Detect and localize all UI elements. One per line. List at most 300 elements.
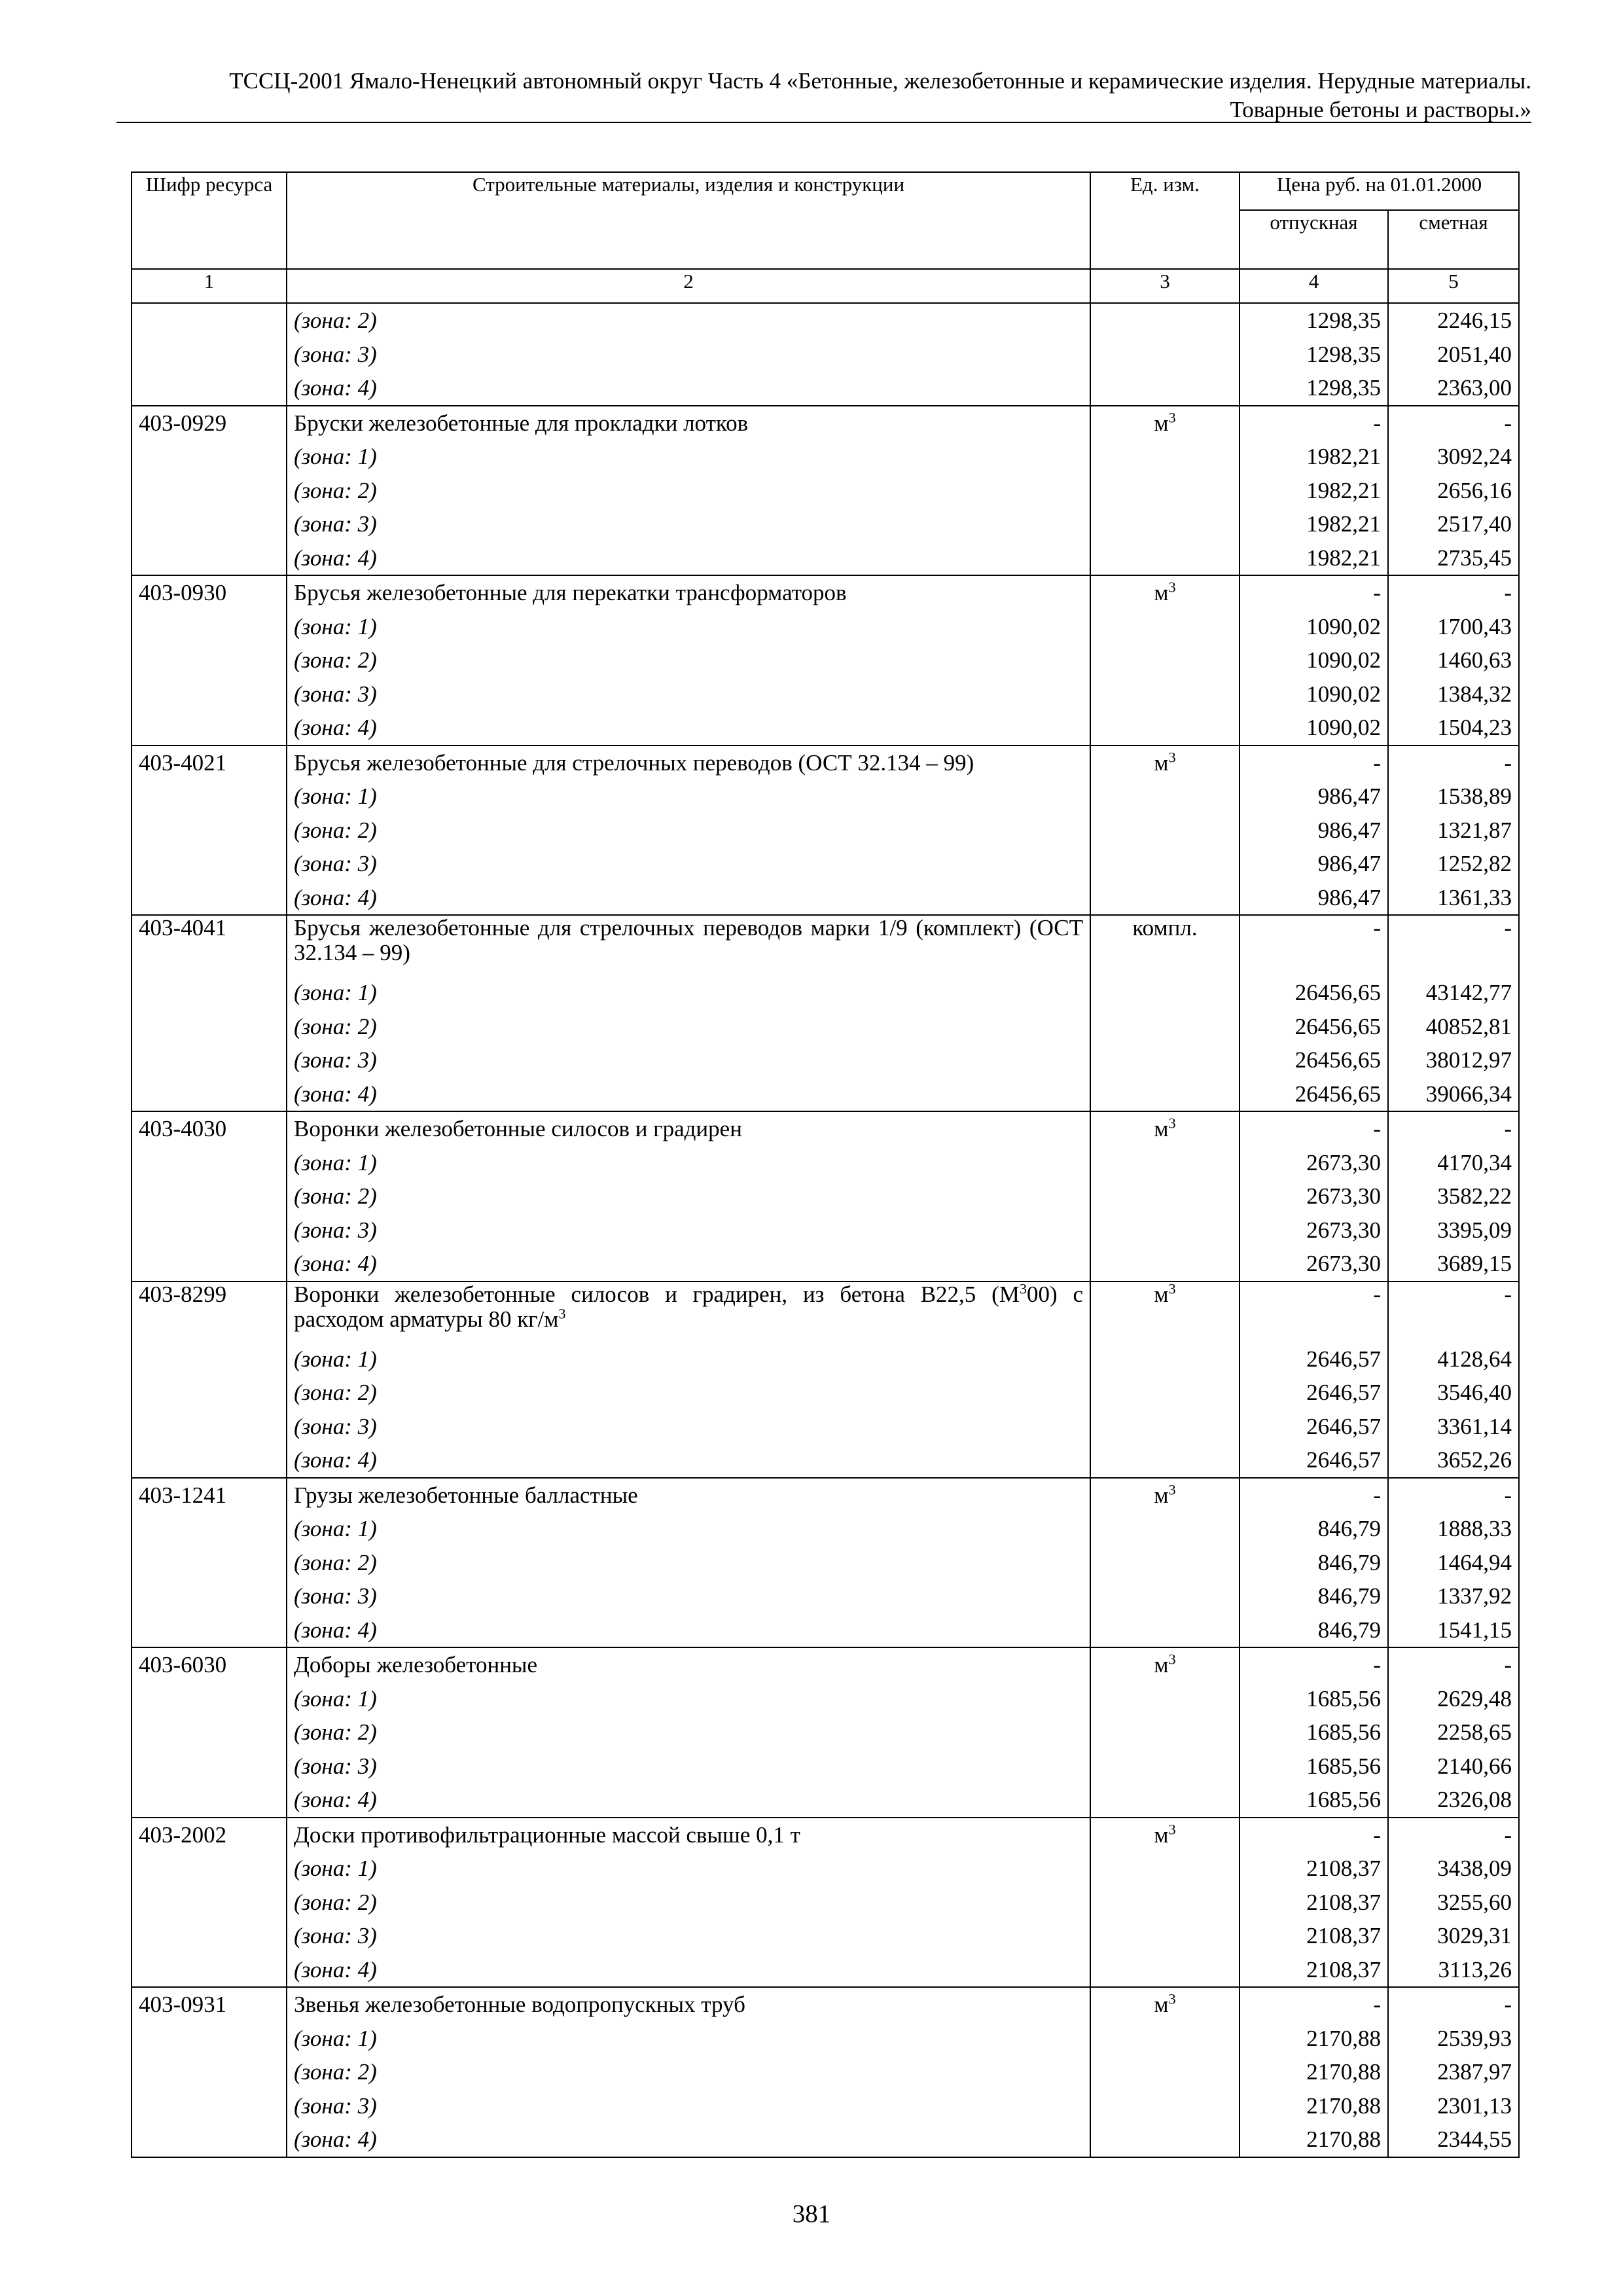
- cell-code: [132, 1512, 287, 1546]
- table-row-zone: [132, 1077, 1519, 1112]
- cell-estimate-price: 2629,48: [1388, 1682, 1519, 1716]
- cell-name: Воронки железобетонные силосов и градирен: [287, 1111, 1090, 1146]
- cell-zone: (зона: 4): [287, 1443, 1090, 1478]
- table-row-zone: [132, 1579, 1519, 1613]
- table-row-zone: [132, 780, 1519, 814]
- cell-code: [132, 1376, 287, 1410]
- cell-code: 403-4030: [132, 1111, 287, 1146]
- cell-unit: [1090, 507, 1240, 541]
- cell-release-price: -: [1240, 406, 1388, 440]
- cell-unit: [1090, 1512, 1240, 1546]
- cell-release-price: 986,47: [1240, 847, 1388, 881]
- cell-unit: [1090, 1715, 1240, 1749]
- cell-unit: [1090, 1179, 1240, 1213]
- table-row-zone: [132, 1043, 1519, 1077]
- table-row-zone: [132, 1715, 1519, 1749]
- cell-code: [132, 1010, 287, 1044]
- column-number: 5: [1388, 269, 1519, 303]
- cell-unit: [1090, 1546, 1240, 1580]
- cell-estimate-price: 2344,55: [1388, 2123, 1519, 2157]
- cell-code: [132, 440, 287, 474]
- cell-release-price: 26456,65: [1240, 976, 1388, 1010]
- cell-release-price: 1298,35: [1240, 303, 1388, 338]
- cell-unit: $м^3$: [1090, 1478, 1240, 1513]
- cell-unit: [1090, 1010, 1240, 1044]
- cell-estimate-price: 43142,77: [1388, 976, 1519, 1010]
- cell-code: [132, 541, 287, 576]
- cell-estimate-price: 1337,92: [1388, 1579, 1519, 1613]
- table-row-zone: [132, 1749, 1519, 1784]
- cell-unit: [1090, 2022, 1240, 2056]
- cell-release-price: -: [1240, 1647, 1388, 1682]
- cell-estimate-price: 3092,24: [1388, 440, 1519, 474]
- cell-zone: (зона: 4): [287, 541, 1090, 576]
- cell-unit: $м^3$: [1090, 1987, 1240, 2022]
- cell-unit: [1090, 1783, 1240, 1818]
- column-number: 3: [1090, 269, 1240, 303]
- table-row-zone: [132, 1512, 1519, 1546]
- cell-unit: [1090, 711, 1240, 745]
- table-row-zone: [132, 2089, 1519, 2123]
- cell-name: Доски противофильтрационные массой свыше 0,1 т: [287, 1818, 1090, 1852]
- cell-release-price: 986,47: [1240, 881, 1388, 916]
- cell-zone: (зона: 2): [287, 2055, 1090, 2089]
- cell-code: [132, 881, 287, 916]
- cell-estimate-price: 3255,60: [1388, 1886, 1519, 1920]
- cell-code: [132, 2055, 287, 2089]
- cell-code: 403-0931: [132, 1987, 287, 2022]
- cell-unit: [1090, 1682, 1240, 1716]
- table-row-zone: [132, 303, 1519, 338]
- cell-code: [132, 1146, 287, 1180]
- cell-unit: [1090, 541, 1240, 576]
- cell-name: Брусья железобетонные для стрелочных переводов (ОСТ 32.134 – 99): [287, 745, 1090, 780]
- table-body: [132, 303, 1519, 2157]
- cell-code: 403-0929: [132, 406, 287, 440]
- cell-release-price: 1685,56: [1240, 1682, 1388, 1716]
- cell-unit: [1090, 1376, 1240, 1410]
- cell-estimate-price: 3029,31: [1388, 1919, 1519, 1953]
- cell-release-price: 986,47: [1240, 814, 1388, 848]
- cell-estimate-price: 2258,65: [1388, 1715, 1519, 1749]
- cell-unit: [1090, 1613, 1240, 1648]
- column-header-name: Строительные материалы, изделия и конструкции: [287, 172, 1090, 269]
- cell-release-price: -: [1240, 1282, 1388, 1342]
- cell-code: 403-0930: [132, 575, 287, 610]
- table-row-zone: [132, 1247, 1519, 1282]
- cell-code: [132, 1443, 287, 1478]
- cell-estimate-price: -: [1388, 1111, 1519, 1146]
- header-rule: [116, 122, 1531, 123]
- table-row-zone: [132, 1213, 1519, 1247]
- cell-estimate-price: -: [1388, 1478, 1519, 1513]
- cell-release-price: 2170,88: [1240, 2123, 1388, 2157]
- cell-estimate-price: 39066,34: [1388, 1077, 1519, 1112]
- cell-zone: (зона: 4): [287, 1953, 1090, 1988]
- cell-release-price: 1982,21: [1240, 440, 1388, 474]
- cell-estimate-price: 1384,32: [1388, 677, 1519, 711]
- cell-estimate-price: 1464,94: [1388, 1546, 1519, 1580]
- cell-zone: (зона: 1): [287, 1852, 1090, 1886]
- cell-zone: (зона: 2): [287, 643, 1090, 677]
- cell-unit: [1090, 976, 1240, 1010]
- cell-release-price: 1685,56: [1240, 1749, 1388, 1784]
- cell-unit: [1090, 338, 1240, 372]
- table-row-zone: [132, 2055, 1519, 2089]
- cell-name: Брусья железобетонные для перекатки трансформаторов: [287, 575, 1090, 610]
- table-row-zone: [132, 610, 1519, 644]
- cell-zone: (зона: 4): [287, 1613, 1090, 1648]
- cell-unit: [1090, 780, 1240, 814]
- cell-estimate-price: -: [1388, 575, 1519, 610]
- cell-estimate-price: 1321,87: [1388, 814, 1519, 848]
- table-row-zone: [132, 847, 1519, 881]
- cell-unit: [1090, 814, 1240, 848]
- cell-release-price: 2646,57: [1240, 1443, 1388, 1478]
- cell-estimate-price: 1252,82: [1388, 847, 1519, 881]
- cell-code: [132, 610, 287, 644]
- cell-code: [132, 814, 287, 848]
- cell-unit: [1090, 1953, 1240, 1988]
- column-header-price: Цена руб. на 01.01.2000: [1240, 172, 1519, 210]
- cell-code: [132, 643, 287, 677]
- cell-estimate-price: 3113,26: [1388, 1953, 1519, 1988]
- cell-unit: [1090, 2055, 1240, 2089]
- table-row-zone: [132, 1886, 1519, 1920]
- table-row-zone: [132, 371, 1519, 406]
- cell-release-price: -: [1240, 1478, 1388, 1513]
- cell-release-price: 1982,21: [1240, 541, 1388, 576]
- cell-unit: [1090, 610, 1240, 644]
- cell-zone: (зона: 1): [287, 780, 1090, 814]
- table-row-resource: [132, 1818, 1519, 1852]
- cell-code: [132, 1247, 287, 1282]
- table-row-zone: [132, 2123, 1519, 2157]
- cell-unit: [1090, 1749, 1240, 1784]
- table-row-zone: [132, 976, 1519, 1010]
- cell-release-price: 1090,02: [1240, 610, 1388, 644]
- cell-unit: [1090, 2123, 1240, 2157]
- table-row-resource: [132, 1111, 1519, 1146]
- cell-unit: [1090, 1852, 1240, 1886]
- cell-unit: $м^3$: [1090, 1282, 1240, 1342]
- cell-estimate-price: -: [1388, 1282, 1519, 1342]
- cell-release-price: 2170,88: [1240, 2055, 1388, 2089]
- cell-zone: (зона: 4): [287, 371, 1090, 406]
- table-row-zone: [132, 1342, 1519, 1376]
- cell-zone: (зона: 2): [287, 1179, 1090, 1213]
- cell-release-price: 1298,35: [1240, 338, 1388, 372]
- cell-zone: (зона: 1): [287, 1342, 1090, 1376]
- cell-code: [132, 1579, 287, 1613]
- cell-zone: (зона: 2): [287, 474, 1090, 508]
- cell-code: 403-1241: [132, 1478, 287, 1513]
- cell-release-price: 846,79: [1240, 1613, 1388, 1648]
- cell-estimate-price: -: [1388, 1818, 1519, 1852]
- cell-release-price: 1685,56: [1240, 1783, 1388, 1818]
- table-row-resource: [132, 1647, 1519, 1682]
- cell-zone: (зона: 3): [287, 507, 1090, 541]
- table-row-zone: [132, 1783, 1519, 1818]
- cell-code: [132, 1410, 287, 1444]
- cell-code: [132, 371, 287, 406]
- cell-estimate-price: 1888,33: [1388, 1512, 1519, 1546]
- cell-release-price: 26456,65: [1240, 1077, 1388, 1112]
- cell-release-price: 2646,57: [1240, 1376, 1388, 1410]
- cell-estimate-price: 2539,93: [1388, 2022, 1519, 2056]
- cell-release-price: 846,79: [1240, 1512, 1388, 1546]
- cell-release-price: 2646,57: [1240, 1342, 1388, 1376]
- cell-estimate-price: 3689,15: [1388, 1247, 1519, 1282]
- column-number: 2: [287, 269, 1090, 303]
- table-header: [132, 172, 1519, 303]
- cell-release-price: 1982,21: [1240, 474, 1388, 508]
- cell-estimate-price: 3546,40: [1388, 1376, 1519, 1410]
- cell-zone: (зона: 3): [287, 1579, 1090, 1613]
- cell-unit: [1090, 1342, 1240, 1376]
- column-number: 1: [132, 269, 287, 303]
- table-row-zone: [132, 338, 1519, 372]
- cell-release-price: 846,79: [1240, 1546, 1388, 1580]
- cell-zone: (зона: 2): [287, 303, 1090, 338]
- cell-zone: (зона: 4): [287, 2123, 1090, 2157]
- cell-estimate-price: 2735,45: [1388, 541, 1519, 576]
- cell-zone: (зона: 3): [287, 677, 1090, 711]
- cell-code: [132, 1213, 287, 1247]
- price-table: [131, 171, 1520, 2158]
- cell-unit: [1090, 1043, 1240, 1077]
- table-row-zone: [132, 541, 1519, 576]
- cell-unit: $м^3$: [1090, 575, 1240, 610]
- cell-estimate-price: 4128,64: [1388, 1342, 1519, 1376]
- cell-release-price: 1982,21: [1240, 507, 1388, 541]
- cell-zone: (зона: 4): [287, 1783, 1090, 1818]
- table-row-zone: [132, 474, 1519, 508]
- cell-name: Звенья железобетонные водопропускных труб: [287, 1987, 1090, 2022]
- cell-zone: (зона: 1): [287, 1146, 1090, 1180]
- cell-unit: [1090, 371, 1240, 406]
- cell-estimate-price: 3652,26: [1388, 1443, 1519, 1478]
- cell-unit: $м^3$: [1090, 406, 1240, 440]
- cell-unit: [1090, 1886, 1240, 1920]
- cell-code: [132, 847, 287, 881]
- cell-release-price: 846,79: [1240, 1579, 1388, 1613]
- cell-code: 403-4041: [132, 915, 287, 976]
- cell-estimate-price: 40852,81: [1388, 1010, 1519, 1044]
- cell-estimate-price: 2387,97: [1388, 2055, 1519, 2089]
- cell-unit: [1090, 677, 1240, 711]
- running-header-line-1: ТССЦ-2001 Ямало-Ненецкий автономный округ Часть 4 «Бетонные, железобетонные и керамические изделия. Нерудные материалы.: [229, 68, 1531, 94]
- cell-release-price: -: [1240, 1987, 1388, 2022]
- table-row-zone: [132, 1179, 1519, 1213]
- table-row-zone: [132, 1852, 1519, 1886]
- cell-release-price: 2170,88: [1240, 2022, 1388, 2056]
- column-header-release-price: отпускная: [1240, 210, 1388, 269]
- cell-unit: [1090, 303, 1240, 338]
- table-row-zone: [132, 1919, 1519, 1953]
- cell-zone: (зона: 4): [287, 1077, 1090, 1112]
- table-row-zone: [132, 711, 1519, 745]
- cell-name: Воронки железобетонные силосов и градирен, из бетона В22,5 $(М^300)$ с расходом арматуры 80 $кг/м^3$: [287, 1282, 1090, 1342]
- table-row-zone: [132, 677, 1519, 711]
- cell-estimate-price: 2051,40: [1388, 338, 1519, 372]
- cell-code: [132, 2123, 287, 2157]
- cell-code: [132, 1613, 287, 1648]
- cell-unit: [1090, 881, 1240, 916]
- cell-code: [132, 1852, 287, 1886]
- cell-zone: (зона: 1): [287, 440, 1090, 474]
- cell-release-price: -: [1240, 575, 1388, 610]
- cell-release-price: 1090,02: [1240, 711, 1388, 745]
- cell-release-price: 2673,30: [1240, 1146, 1388, 1180]
- cell-release-price: -: [1240, 915, 1388, 976]
- cell-unit: [1090, 1146, 1240, 1180]
- cell-release-price: 2673,30: [1240, 1179, 1388, 1213]
- cell-estimate-price: 2363,00: [1388, 371, 1519, 406]
- cell-zone: (зона: 1): [287, 2022, 1090, 2056]
- cell-code: 403-6030: [132, 1647, 287, 1682]
- table-row-zone: [132, 1613, 1519, 1648]
- cell-zone: (зона: 2): [287, 1715, 1090, 1749]
- cell-estimate-price: 2326,08: [1388, 1783, 1519, 1818]
- cell-code: [132, 780, 287, 814]
- cell-release-price: 2108,37: [1240, 1886, 1388, 1920]
- cell-release-price: 2108,37: [1240, 1953, 1388, 1988]
- cell-estimate-price: 3361,14: [1388, 1410, 1519, 1444]
- cell-release-price: 986,47: [1240, 780, 1388, 814]
- cell-code: [132, 1077, 287, 1112]
- cell-code: [132, 474, 287, 508]
- cell-unit: [1090, 1579, 1240, 1613]
- table-row-zone: [132, 2022, 1519, 2056]
- table-row-resource: [132, 575, 1519, 610]
- cell-code: [132, 1953, 287, 1988]
- running-header-line-2: Товарные бетоны и растворы.»: [1230, 97, 1531, 122]
- cell-unit: [1090, 1247, 1240, 1282]
- cell-unit: [1090, 1919, 1240, 1953]
- cell-zone: (зона: 4): [287, 1247, 1090, 1282]
- cell-release-price: -: [1240, 1818, 1388, 1852]
- cell-unit: $м^3$: [1090, 1111, 1240, 1146]
- cell-zone: (зона: 4): [287, 711, 1090, 745]
- table-row-zone: [132, 1376, 1519, 1410]
- cell-unit: [1090, 474, 1240, 508]
- cell-code: 403-4021: [132, 745, 287, 780]
- cell-estimate-price: -: [1388, 1987, 1519, 2022]
- cell-name: Доборы железобетонные: [287, 1647, 1090, 1682]
- cell-unit: [1090, 847, 1240, 881]
- cell-code: [132, 2022, 287, 2056]
- cell-zone: (зона: 2): [287, 1886, 1090, 1920]
- cell-code: [132, 338, 287, 372]
- cell-unit: компл.: [1090, 915, 1240, 976]
- table-row-zone: [132, 1953, 1519, 1988]
- table-row-resource: [132, 745, 1519, 780]
- table-row-zone: [132, 1682, 1519, 1716]
- cell-code: [132, 1919, 287, 1953]
- cell-name: Брусья железобетонные для стрелочных переводов марки 1/9 (комплект) (ОСТ 32.134 – 99): [287, 915, 1090, 976]
- cell-code: [132, 1342, 287, 1376]
- cell-unit: [1090, 643, 1240, 677]
- cell-release-price: -: [1240, 1111, 1388, 1146]
- cell-code: [132, 1546, 287, 1580]
- table-row-resource: [132, 1478, 1519, 1513]
- cell-release-price: 2646,57: [1240, 1410, 1388, 1444]
- cell-zone: (зона: 3): [287, 1749, 1090, 1784]
- cell-estimate-price: 1700,43: [1388, 610, 1519, 644]
- cell-release-price: -: [1240, 745, 1388, 780]
- cell-zone: (зона: 4): [287, 881, 1090, 916]
- cell-code: [132, 303, 287, 338]
- page-number: 381: [792, 2200, 831, 2228]
- column-header-code: Шифр ресурса: [132, 172, 287, 269]
- cell-release-price: 1090,02: [1240, 677, 1388, 711]
- running-header: [116, 67, 1531, 124]
- cell-release-price: 26456,65: [1240, 1043, 1388, 1077]
- cell-name: Грузы железобетонные балластные: [287, 1478, 1090, 1513]
- cell-zone: (зона: 3): [287, 1043, 1090, 1077]
- table-row-zone: [132, 1443, 1519, 1478]
- table-row-zone: [132, 814, 1519, 848]
- cell-estimate-price: 2656,16: [1388, 474, 1519, 508]
- table-row-zone: [132, 1146, 1519, 1180]
- column-number: 4: [1240, 269, 1388, 303]
- cell-release-price: 1298,35: [1240, 371, 1388, 406]
- cell-unit: [1090, 440, 1240, 474]
- cell-code: [132, 2089, 287, 2123]
- cell-unit: [1090, 1410, 1240, 1444]
- cell-zone: (зона: 3): [287, 1410, 1090, 1444]
- cell-estimate-price: -: [1388, 745, 1519, 780]
- cell-estimate-price: -: [1388, 1647, 1519, 1682]
- table-row-resource: [132, 1282, 1519, 1342]
- cell-zone: (зона: 2): [287, 814, 1090, 848]
- cell-release-price: 2673,30: [1240, 1213, 1388, 1247]
- cell-code: [132, 1886, 287, 1920]
- cell-code: [132, 507, 287, 541]
- cell-estimate-price: 3582,22: [1388, 1179, 1519, 1213]
- cell-estimate-price: 1504,23: [1388, 711, 1519, 745]
- table-row-zone: [132, 1410, 1519, 1444]
- column-header-estimate-price: сметная: [1388, 210, 1519, 269]
- cell-zone: (зона: 3): [287, 1213, 1090, 1247]
- cell-zone: (зона: 3): [287, 1919, 1090, 1953]
- table-row-zone: [132, 1546, 1519, 1580]
- cell-release-price: 1685,56: [1240, 1715, 1388, 1749]
- cell-zone: (зона: 1): [287, 976, 1090, 1010]
- cell-unit: [1090, 1077, 1240, 1112]
- cell-estimate-price: 1460,63: [1388, 643, 1519, 677]
- cell-code: [132, 1783, 287, 1818]
- cell-estimate-price: 2140,66: [1388, 1749, 1519, 1784]
- cell-estimate-price: 2301,13: [1388, 2089, 1519, 2123]
- cell-release-price: 26456,65: [1240, 1010, 1388, 1044]
- cell-estimate-price: -: [1388, 915, 1519, 976]
- cell-estimate-price: 2246,15: [1388, 303, 1519, 338]
- cell-zone: (зона: 3): [287, 2089, 1090, 2123]
- cell-zone: (зона: 1): [287, 610, 1090, 644]
- cell-zone: (зона: 2): [287, 1546, 1090, 1580]
- cell-unit: $м^3$: [1090, 1818, 1240, 1852]
- cell-estimate-price: 1541,15: [1388, 1613, 1519, 1648]
- cell-code: [132, 976, 287, 1010]
- cell-zone: (зона: 3): [287, 847, 1090, 881]
- cell-unit: $м^3$: [1090, 745, 1240, 780]
- cell-release-price: 2108,37: [1240, 1852, 1388, 1886]
- cell-zone: (зона: 2): [287, 1010, 1090, 1044]
- cell-code: 403-8299: [132, 1282, 287, 1342]
- table-row-zone: [132, 440, 1519, 474]
